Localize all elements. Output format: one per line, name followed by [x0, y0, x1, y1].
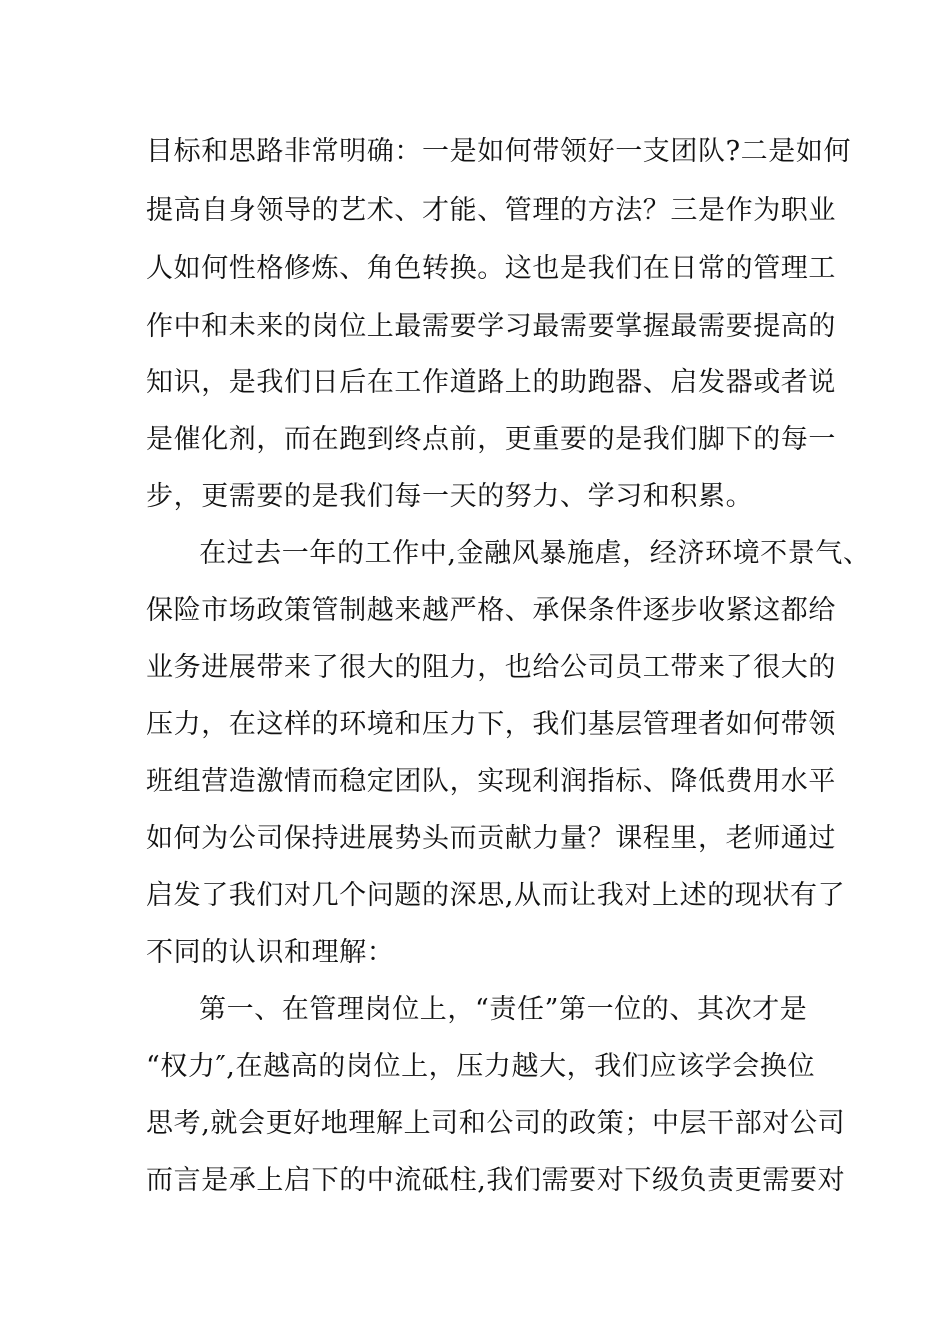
paragraph-first-line: 第一、在管理岗位上，“责任”第一位的、其次才是 [199, 994, 808, 1025]
text-line: 目标和思路非常明确：一是如何带领好一支团队?二是如何 [146, 136, 852, 167]
text-line: 提高自身领导的艺术、才能、管理的方法？三是作为职业 [146, 195, 836, 226]
text-line: 是催化剂，而在跑到终点前，更重要的是我们脚下的每一 [146, 424, 836, 455]
text-line: 知识，是我们日后在工作道路上的助跑器、启发器或者说 [146, 367, 836, 398]
text-line: 人如何性格修炼、角色转换。这也是我们在日常的管理工 [146, 253, 836, 284]
text-line: 步，更需要的是我们每一天的努力、学习和积累。 [146, 481, 754, 512]
text-line: 业务进展带来了很大的阻力，也给公司员工带来了很大的 [146, 652, 836, 683]
paragraph-first-line: 在过去一年的工作中,金融风暴施虐，经济环境不景气、 [199, 538, 871, 569]
text-line: 压力，在这样的环境和压力下，我们基层管理者如何带领 [146, 709, 836, 740]
text-line: 如何为公司保持进展势头而贡献力量？课程里，老师通过 [146, 823, 836, 854]
text-line: 思考,就会更好地理解上司和公司的政策；中层干部对公司 [146, 1108, 846, 1139]
text-line: “权力″,在越高的岗位上，压力越大，我们应该学会换位 [146, 1051, 816, 1082]
text-line: 作中和未来的岗位上最需要学习最需要掌握最需要提高的 [146, 311, 836, 342]
text-line: 启发了我们对几个问题的深思,从而让我对上述的现状有了 [146, 880, 846, 911]
text-line: 而言是承上启下的中流砥柱,我们需要对下级负责更需要对 [146, 1165, 846, 1196]
text-line: 保险市场政策管制越来越严格、承保条件逐步收紧这都给 [146, 595, 836, 626]
text-line: 班组营造激情而稳定团队，实现利润指标、降低费用水平 [146, 766, 836, 797]
text-line: 不同的认识和理解： [146, 937, 395, 968]
